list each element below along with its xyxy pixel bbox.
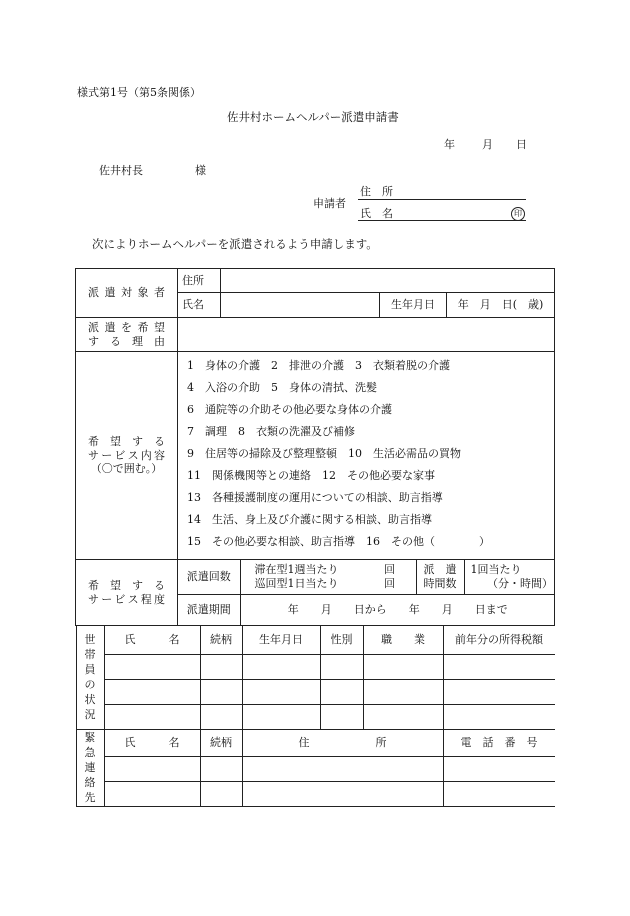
emergency-header-name-text: 氏 名 bbox=[124, 735, 180, 749]
applicant-name-label: 氏 名 bbox=[360, 207, 393, 220]
service-option[interactable]: 13 各種援護制度の運用についての相談、助言指導 bbox=[187, 491, 443, 504]
emergency-header-relation-text: 続柄 bbox=[210, 735, 232, 749]
emergency-header-phone-text: 電 話 番 号 bbox=[460, 735, 538, 749]
emergency-cell[interactable] bbox=[200, 781, 242, 806]
target-birth-label bbox=[380, 293, 447, 318]
time-unit: （分・時間） bbox=[487, 577, 553, 590]
household-header-sex-text: 性別 bbox=[330, 632, 353, 646]
household-header-name bbox=[104, 626, 200, 654]
household-cell[interactable] bbox=[242, 679, 320, 704]
emergency-cell[interactable] bbox=[242, 756, 443, 781]
applicant-name-line[interactable] bbox=[358, 220, 526, 221]
services-label-line3: （〇で囲む。） bbox=[90, 462, 163, 476]
household-cell[interactable] bbox=[320, 704, 363, 729]
household-header-birth bbox=[242, 626, 320, 654]
target-birth-label-text: 生年月日 bbox=[391, 298, 435, 312]
household-cell[interactable] bbox=[200, 654, 242, 679]
household-cell[interactable] bbox=[443, 654, 555, 679]
application-form-table bbox=[75, 268, 555, 807]
frequency-label-text: 派遣回数 bbox=[186, 570, 231, 584]
household-header-relation bbox=[200, 626, 242, 654]
services-label-cell bbox=[76, 352, 178, 560]
target-name-label bbox=[178, 293, 221, 318]
reason-label-line1: 派遣を希望 bbox=[88, 320, 165, 334]
target-address-label-text: 住所 bbox=[182, 273, 204, 287]
household-header-occupation-text: 職 業 bbox=[381, 632, 425, 646]
applicant-address-line[interactable] bbox=[358, 199, 526, 200]
household-label-char: 況 bbox=[84, 708, 96, 722]
household-cell[interactable] bbox=[200, 679, 242, 704]
target-address-field[interactable] bbox=[221, 269, 555, 293]
emergency-cell[interactable] bbox=[200, 756, 242, 781]
household-cell[interactable] bbox=[363, 679, 443, 704]
stay-type: 滞在型1週当たり bbox=[254, 563, 339, 577]
target-name-label-text: 氏名 bbox=[182, 298, 204, 312]
target-label-cell bbox=[76, 269, 178, 318]
honorific: 様 bbox=[195, 164, 206, 177]
service-option[interactable]: 9 住居等の掃除及び整理整頓 10 生活必需品の買物 bbox=[187, 447, 461, 460]
emergency-header-address-text: 住 所 bbox=[298, 735, 387, 749]
household-header-tax-text: 前年分の所得税額 bbox=[455, 632, 543, 646]
service-option[interactable]: 15 その他必要な相談、助言指導 16 その他（ ） bbox=[187, 535, 490, 548]
hours-label-line2: 時間数 bbox=[423, 577, 457, 590]
hours-label-line1: 派 遣 bbox=[423, 563, 457, 577]
service-option[interactable]: 7 調理 8 衣類の洗濯及び補修 bbox=[187, 425, 355, 438]
service-option[interactable]: 11 関係機関等との連絡 12 その他必要な家事 bbox=[187, 469, 435, 482]
form-title: 佐井村ホームヘルパー派遣申請書 bbox=[227, 110, 399, 124]
household-cell[interactable] bbox=[320, 679, 363, 704]
degree-label-line1: 希望する bbox=[88, 578, 165, 592]
service-option[interactable]: 4 入浴の介助 5 身体の清拭、洗髪 bbox=[187, 381, 377, 394]
household-cell[interactable] bbox=[200, 704, 242, 729]
emergency-label-char: 先 bbox=[84, 791, 96, 804]
patrol-times-unit: 回 bbox=[384, 577, 395, 590]
emergency-label bbox=[76, 729, 104, 806]
household-cell[interactable] bbox=[104, 679, 200, 704]
reason-label-line2: する理由 bbox=[88, 334, 165, 348]
household-header-tax bbox=[443, 626, 555, 654]
household-cell[interactable] bbox=[443, 704, 555, 729]
target-address-label bbox=[178, 269, 221, 293]
patrol-type: 巡回型1日当たり bbox=[254, 577, 339, 590]
household-label-char: 世 bbox=[84, 633, 96, 647]
period-label bbox=[178, 595, 240, 625]
date-day: 日 bbox=[516, 138, 527, 151]
applicant-address-label: 住 所 bbox=[360, 185, 393, 198]
emergency-cell[interactable] bbox=[443, 756, 555, 781]
household-cell[interactable] bbox=[363, 654, 443, 679]
household-cell[interactable] bbox=[242, 704, 320, 729]
household-header-name-text: 氏 名 bbox=[124, 632, 180, 646]
household-cell[interactable] bbox=[443, 679, 555, 704]
target-birth-format: 年 月 日( 歳) bbox=[457, 298, 544, 312]
emergency-cell[interactable] bbox=[443, 781, 555, 806]
emergency-cell[interactable] bbox=[104, 781, 200, 806]
date-year: 年 bbox=[444, 138, 455, 151]
frequency-label bbox=[178, 560, 240, 594]
addressee: 佐井村長 bbox=[99, 164, 143, 177]
period-subtable bbox=[178, 595, 555, 625]
services-label-line1: 希望する bbox=[88, 434, 165, 448]
period-label-text: 派遣期間 bbox=[186, 603, 231, 617]
household-header-sex bbox=[320, 626, 363, 654]
household-header-birth-text: 生年月日 bbox=[259, 632, 303, 646]
service-option[interactable]: 6 通院等の介助その他必要な身体の介護 bbox=[187, 403, 392, 416]
period-text: 年 月 日から 年 月 日まで bbox=[287, 603, 508, 617]
household-cell[interactable] bbox=[242, 654, 320, 679]
household-cell[interactable] bbox=[320, 654, 363, 679]
household-header-occupation bbox=[363, 626, 443, 654]
applicant-label: 申請者 bbox=[313, 197, 346, 210]
household-cell[interactable] bbox=[104, 654, 200, 679]
members-section bbox=[76, 626, 555, 807]
members-subtable bbox=[76, 626, 555, 807]
period-row bbox=[178, 595, 555, 626]
household-label bbox=[76, 626, 104, 729]
reason-label-cell bbox=[76, 318, 178, 352]
emergency-label-char: 緊 bbox=[84, 731, 96, 744]
emergency-label-char: 絡 bbox=[84, 776, 96, 789]
frequency-subtable bbox=[178, 560, 555, 594]
services-list bbox=[178, 352, 555, 560]
household-header-relation-text: 続柄 bbox=[210, 632, 232, 646]
emergency-header-address bbox=[242, 729, 443, 756]
emergency-label-char: 急 bbox=[84, 746, 96, 759]
target-label: 派遣対象者 bbox=[88, 286, 165, 300]
degree-label-cell bbox=[76, 560, 178, 626]
emergency-header-name bbox=[104, 729, 200, 756]
household-label-char: 状 bbox=[84, 693, 96, 707]
household-label-char: 員 bbox=[84, 663, 96, 677]
per-time: 1回当たり bbox=[470, 563, 522, 577]
service-option[interactable]: 14 生活、身上及び介護に関する相談、助言指導 bbox=[187, 513, 432, 526]
hours-field[interactable] bbox=[464, 560, 555, 594]
household-cell[interactable] bbox=[104, 704, 200, 729]
services-label-line2: サービス内容 bbox=[88, 448, 165, 462]
form-number: 様式第1号（第5条関係） bbox=[77, 86, 201, 99]
emergency-label-char: 連 bbox=[84, 761, 96, 774]
degree-label-line2: サービス程度 bbox=[88, 592, 165, 606]
seal-mark: 印 bbox=[511, 207, 525, 221]
service-option[interactable]: 1 身体の介護 2 排泄の介護 3 衣類着脱の介護 bbox=[187, 359, 450, 372]
target-name-field[interactable] bbox=[221, 293, 380, 318]
household-cell[interactable] bbox=[363, 704, 443, 729]
frequency-row bbox=[178, 560, 555, 595]
frequency-units bbox=[370, 560, 416, 594]
date-month: 月 bbox=[482, 138, 493, 151]
household-label-char: 帯 bbox=[84, 648, 96, 662]
intro-text: 次によりホームヘルパーを派遣されるよう申請します。 bbox=[92, 237, 378, 251]
hours-label bbox=[416, 560, 464, 594]
frequency-types[interactable] bbox=[240, 560, 370, 594]
household-label-char: の bbox=[84, 678, 96, 692]
emergency-header-relation bbox=[200, 729, 242, 756]
target-birth-field[interactable] bbox=[447, 293, 555, 318]
stay-times-unit: 回 bbox=[384, 563, 395, 577]
emergency-cell[interactable] bbox=[104, 756, 200, 781]
emergency-cell[interactable] bbox=[242, 781, 443, 806]
reason-field[interactable] bbox=[178, 318, 555, 352]
emergency-header-phone bbox=[443, 729, 555, 756]
period-field[interactable] bbox=[240, 595, 555, 625]
